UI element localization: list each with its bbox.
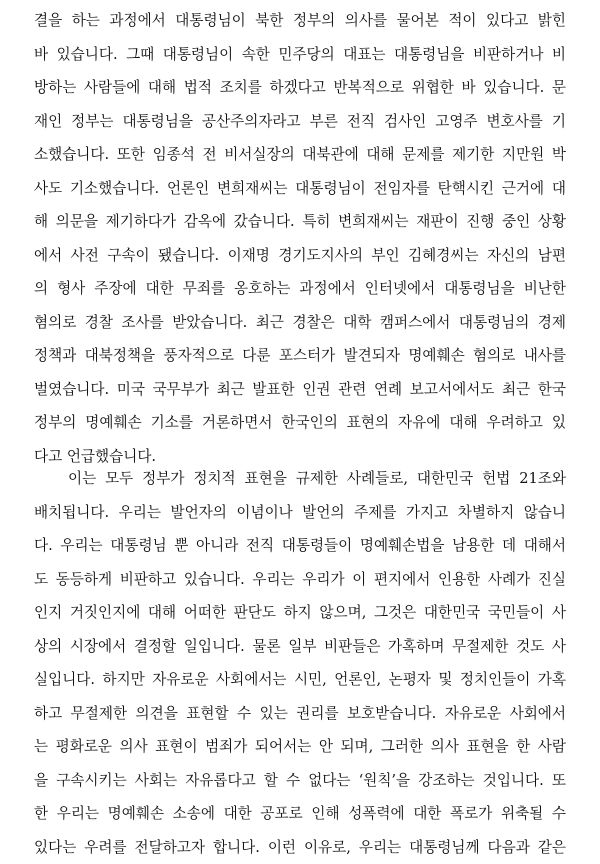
- text-line: 해 의문을 제기하다가 감옥에 갔습니다. 특히 변희재씨는 재판이 진행 중인 상황: [34, 205, 566, 239]
- text-line: 있다는 우려를 전달하고자 합니다. 이런 이유로, 우리는 대통령님께 다음과 같은: [34, 831, 566, 864]
- text-line: 상의 시장에서 결정할 일입니다. 물론 일부 비판들은 가혹하며 무절제한 것도 사: [34, 630, 566, 664]
- text-line: 의 형사 주장에 대한 무죄를 옹호하는 과정에서 인터넷에서 대통령님을 비난한: [34, 272, 566, 306]
- text-line: 사도 기소했습니다. 언론인 변희재씨는 대통령님이 전임자를 탄핵시킨 근거에 대: [34, 172, 566, 206]
- text-line: 소했습니다. 또한 임종석 전 비서실장의 대북관에 대해 문제를 제기한 지만원 박: [34, 138, 566, 172]
- text-line: 을 구속시키는 사회는 자유롭다고 할 수 없다는 ‘원칙’을 강조하는 것입니다. 또: [34, 764, 566, 798]
- text-line: 정책과 대북정책을 풍자적으로 다룬 포스터가 발견되자 명예훼손 혐의로 내사를: [34, 339, 566, 373]
- text-line: 한 우리는 명예훼손 소송에 대한 공포로 인해 성폭력에 대한 폭로가 위축될 수: [34, 797, 566, 831]
- text-line: 다고 언급했습니다.: [34, 440, 566, 474]
- text-line: 결을 하는 과정에서 대통령님이 북한 정부의 의사를 물어본 적이 있다고 밝힌: [34, 4, 566, 38]
- paragraph-1: [34, 4, 566, 473]
- text-line: 하고 무절제한 의견을 표현할 수 있는 권리를 보호받습니다. 자유로운 사회에서: [34, 697, 566, 731]
- text-line: 실입니다. 하지만 자유로운 사회에서는 시민, 언론인, 논평자 및 정치인들이 가혹: [34, 663, 566, 697]
- text-line: 방하는 사람들에 대해 법적 조치를 하겠다고 반복적으로 위협한 바 있습니다. 문: [34, 71, 566, 105]
- text-line: 는 평화로운 의사 표현이 범죄가 되어서는 안 되며, 그러한 의사 표현을 한 사람: [34, 730, 566, 764]
- text-line: 이는 모두 정부가 정치적 표현을 규제한 사례들로, 대한민국 헌법 21조와: [34, 462, 566, 496]
- text-line: 도 동등하게 비판하고 있습니다. 우리는 우리가 이 편지에서 인용한 사례가 진실: [34, 563, 566, 597]
- text-line: 재인 정부는 대통령님을 공산주의자라고 부른 전직 검사인 고영주 변호사를 기: [34, 105, 566, 139]
- text-line: 배치됩니다. 우리는 발언자의 이념이나 발언의 주제를 가지고 차별하지 않습니: [34, 496, 566, 530]
- text-line: 바 있습니다. 그때 대통령님이 속한 민주당의 대표는 대통령님을 비판하거나 비: [34, 38, 566, 72]
- text-line: 정부의 명예훼손 기소를 거론하면서 한국인의 표현의 자유에 대해 우려하고 있: [34, 406, 566, 440]
- text-line: 에서 사전 구속이 됐습니다. 이재명 경기도지사의 부인 김혜경씨는 자신의 남편: [34, 239, 566, 273]
- text-line: 다. 우리는 대통령님 뿐 아니라 전직 대통령들이 명예훼손법을 남용한 데 대해서: [34, 529, 566, 563]
- text-line: 벌였습니다. 미국 국무부가 최근 발표한 인권 관련 연례 보고서에서도 최근 한국: [34, 373, 566, 407]
- text-line: 인지 거짓인지에 대해 어떠한 판단도 하지 않으며, 그것은 대한민국 국민들이 사: [34, 596, 566, 630]
- text-line: 혐의로 경찰 조사를 받았습니다. 최근 경찰은 대학 캠퍼스에서 대통령님의 경제: [34, 306, 566, 340]
- paragraph-2: [34, 462, 566, 864]
